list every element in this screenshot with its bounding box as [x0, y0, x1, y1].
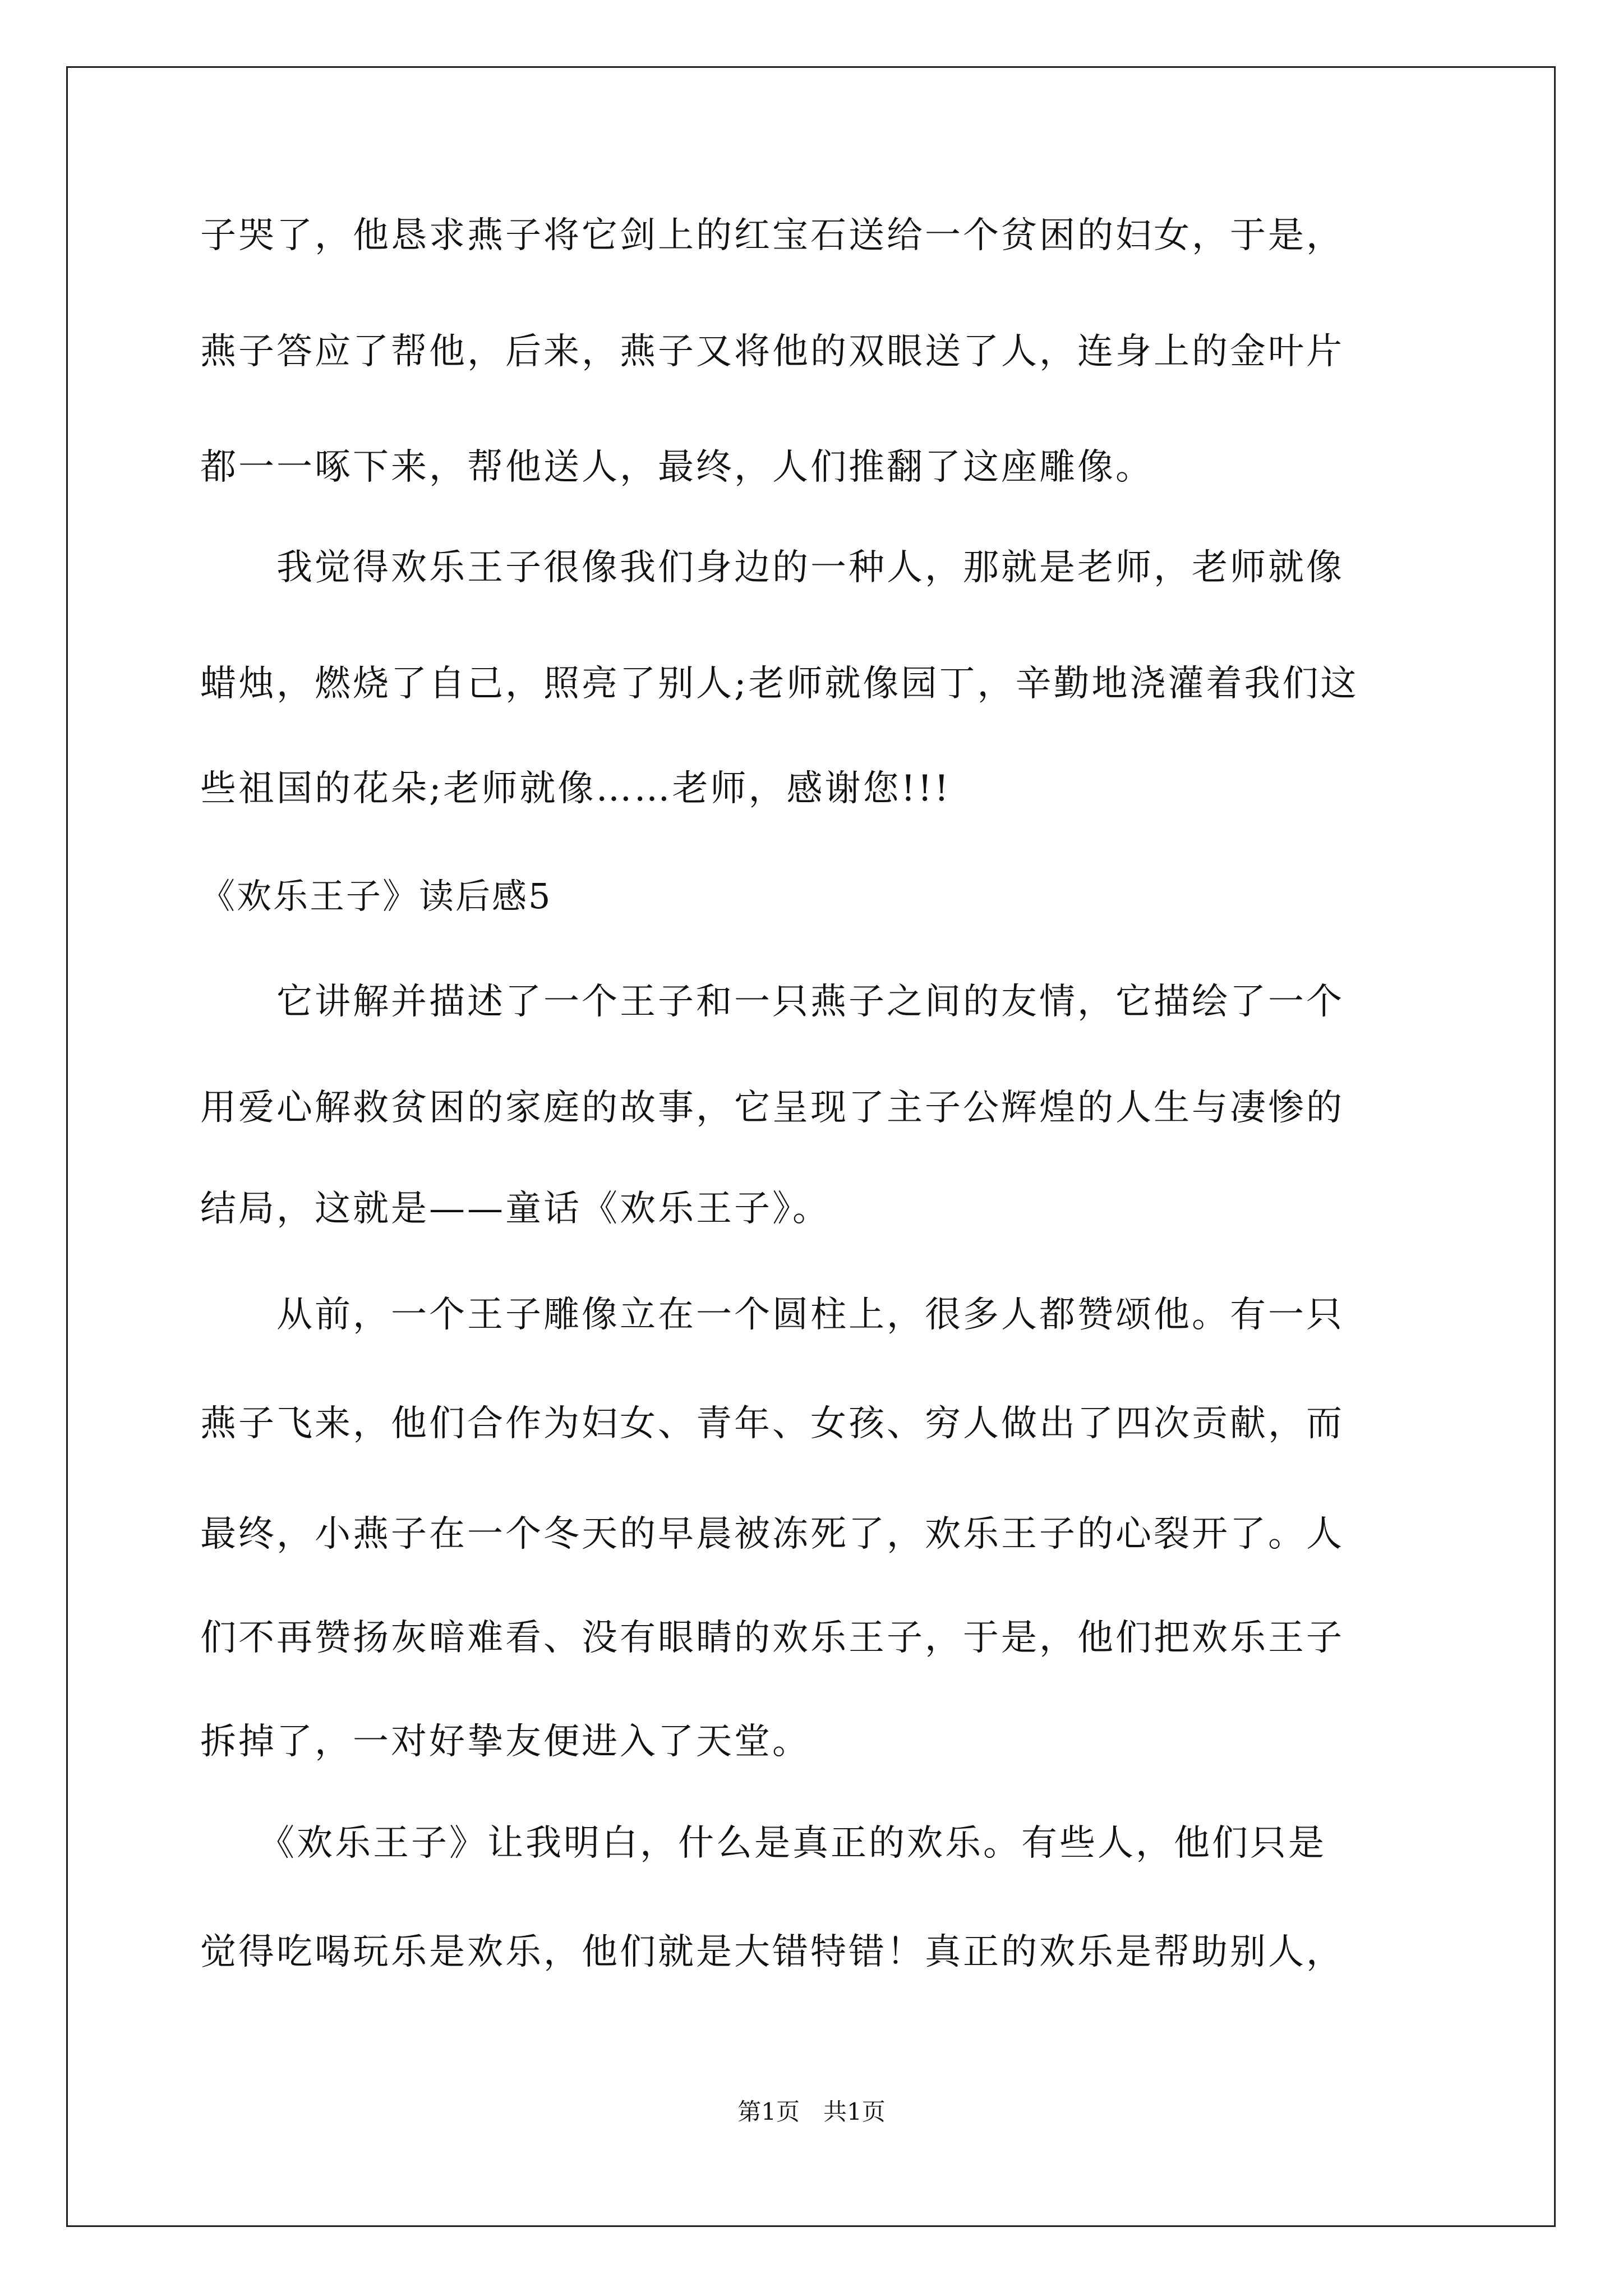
body-line: 燕子答应了帮他，后来，燕子又将他的双眼送了人，连身上的金叶片: [200, 331, 1344, 372]
body-line: 燕子飞来，他们合作为妇女、青年、女孩、穷人做出了四次贡献，而: [200, 1403, 1344, 1444]
body-line: 用爱心解救贫困的家庭的故事，它呈现了主子公辉煌的人生与凄惨的: [200, 1087, 1344, 1129]
body-line: 觉得吃喝玩乐是欢乐，他们就是大错特错！真正的欢乐是帮助别人，: [200, 1931, 1344, 1973]
body-line: 结局，这就是——童话《欢乐王子》。: [200, 1188, 831, 1230]
page-frame: [66, 66, 1556, 2227]
body-line: 们不再赞扬灰暗难看、没有眼睛的欢乐王子，于是，他们把欢乐王子: [200, 1617, 1344, 1659]
body-line: 拆掉了，一对好挚友便进入了天堂。: [200, 1721, 810, 1763]
body-line: 子哭了，他恳求燕子将它剑上的红宝石送给一个贫困的妇女，于是，: [200, 215, 1344, 256]
page-footer: 第1页 共1页: [737, 2098, 886, 2125]
body-line: 蜡烛，燃烧了自己，照亮了别人;老师就像园丁，辛勤地浇灌着我们这: [200, 663, 1359, 705]
body-line: 我觉得欢乐王子很像我们身边的一种人，那就是老师，老师就像: [200, 547, 1344, 588]
body-line: 都一一啄下来，帮他送人，最终，人们推翻了这座雕像。: [200, 447, 1154, 488]
body-line: 《欢乐王子》让我明白，什么是真正的欢乐。有些人，他们只是: [200, 1823, 1326, 1864]
body-line: 些祖国的花朵;老师就像……老师，感谢您!!!: [200, 768, 951, 809]
body-line: 从前，一个王子雕像立在一个圆柱上，很多人都赞颂他。有一只: [200, 1294, 1344, 1336]
body-line: 它讲解并描述了一个王子和一只燕子之间的友情，它描绘了一个: [200, 981, 1344, 1023]
body-line: 最终，小燕子在一个冬天的早晨被冻死了，欢乐王子的心裂开了。人: [200, 1513, 1344, 1555]
section-heading: 《欢乐王子》读后感5: [200, 876, 552, 917]
